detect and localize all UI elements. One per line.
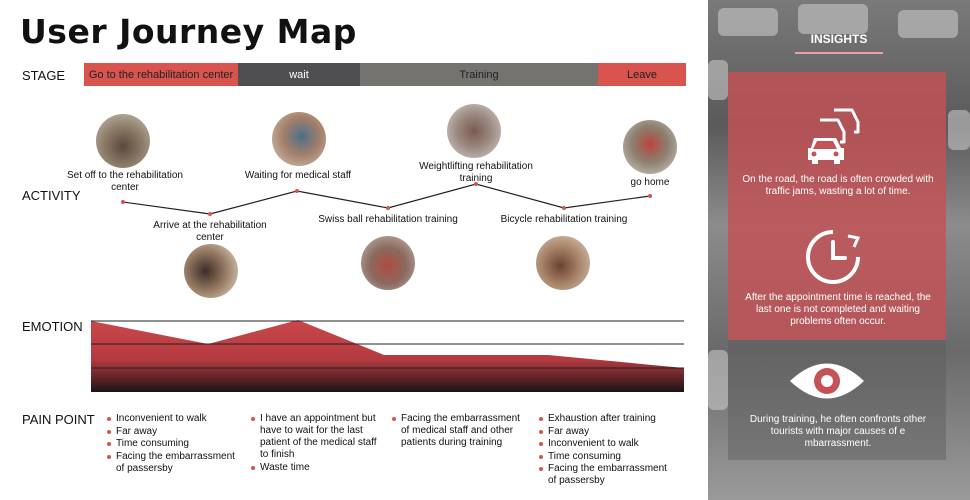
pain-point-item: Time consuming	[106, 438, 246, 450]
pain-point-label: PAIN POINT	[22, 412, 95, 427]
pain-point-item: Facing the embarrassment of passersby	[106, 451, 246, 475]
pain-point-list-3	[391, 413, 531, 450]
activity-label-waiting: Waiting for medical staff	[244, 170, 352, 181]
insight-text-traffic: On the road, the road is often crowded with traffic jams, wasting a lot of time.	[742, 174, 934, 197]
pain-point-item: Exhaustion after training	[538, 413, 678, 425]
pain-point-item: Facing the embarrassment of medical staff and other patients during training	[391, 413, 531, 449]
insight-text-embarrassment: During training, he often confronts other tourists with major causes of e mbarrassment.	[749, 414, 927, 449]
pain-point-item: Far away	[538, 426, 678, 438]
emotion-area	[91, 320, 684, 392]
traffic-jam-icon	[800, 100, 866, 166]
activity-label-setoff: Set off to the rehabilitation center	[66, 170, 183, 193]
pain-point-list-4	[538, 413, 678, 488]
eye-icon	[788, 356, 866, 406]
stage-label-text: Training	[459, 68, 499, 81]
stage-label-text: Go to the rehabilitation center	[88, 68, 234, 81]
stage-label-text: wait	[289, 68, 309, 81]
pain-point-item: I have an appointment but have to wait for the last patient of the medical staff to finish	[250, 413, 385, 461]
pain-point-item: Waste time	[250, 462, 385, 474]
pain-point-item: Facing the embarrassment of passersby	[538, 463, 678, 487]
activity-label-swissball: Swiss ball rehabilitation training	[318, 214, 458, 225]
stage-label-text: Leave	[627, 68, 657, 81]
insights-underline	[795, 52, 883, 54]
activity-label-arrive: Arrive at the rehabilitation center	[153, 220, 267, 243]
pain-point-list-1	[106, 413, 246, 475]
pain-point-list-2	[250, 413, 385, 474]
activity-label-bicycle: Bicycle rehabilitation training	[500, 214, 628, 225]
pain-point-item: Time consuming	[538, 451, 678, 463]
pain-point-item: Inconvenient to walk	[106, 413, 246, 425]
insights-title: INSIGHTS	[810, 32, 868, 46]
stage-label: STAGE	[22, 68, 66, 83]
activity-label: ACTIVITY	[22, 188, 81, 203]
insight-text-waiting: After the appointment time is reached, the last one is not completed and waiting problems often occur.	[745, 292, 931, 327]
clock-icon	[804, 228, 862, 286]
activity-label-weightlifting: Weightlifting rehabilitation training	[419, 161, 533, 184]
pain-point-item: Inconvenient to walk	[538, 438, 678, 450]
emotion-label: EMOTION	[22, 319, 83, 334]
activity-label-gohome: go home	[630, 177, 670, 188]
page-title: User Journey Map	[20, 12, 357, 51]
pain-point-item: Far away	[106, 426, 246, 438]
